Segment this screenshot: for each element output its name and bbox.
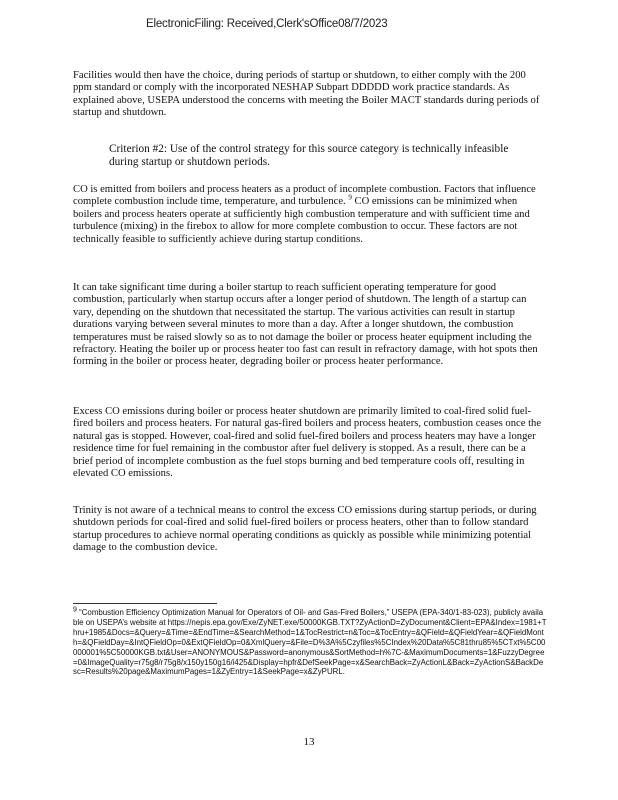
paragraph-facilities-choice: Facilities would then have the choice, during periods of startup or shutdown, to either comply with the 200 ppm standard or comply with the incorporated NESHAP Subpart DDDDD work practice standards. As explained above, USEPA understood the concerns with meeting the Boiler MACT standards during periods of startup and shutdown. bbox=[73, 70, 540, 119]
paragraph-co-emissions-text-2: CO emissions can be minimized when boilers and process heaters operate at sufficiently high combustion temperature and with sufficient time and turbulence (mixing) in the firebox to allow for more complete combustion to occur. These factors are not technically feasible to sufficiently achieve during startup conditions. bbox=[73, 196, 530, 245]
footnote-url-link[interactable]: https://nepis.epa.gov/Exe/ZyNET.exe/50000KGB.TXT?ZyActionD=ZyDocument&Client=EPA&Index=1981+Thru+1985&Docs=&Query=&Time=&EndTime=&SearchMethod=1&TocRestrict=n&Toc=&TocEntry=&QField=&QFieldYear=&QFieldMonth=&QFieldDay=&IntQFieldOp=0&ExtQFieldOp=0&XmlQuery=&File=D%3A%5Czyfiles%5CIndex%20Data%5C81thru85%5CTxt%5C00000001%5C50000KGB.txt&User=ANONYMOUS&Password=anonymous&SortMethod=h%7C-&MaximumDocuments=1&FuzzyDegree=0&ImageQuality=r75g8/r75g8/x150y150g16/i425&Display=hpfr&DefSeekPage=x&SearchBack=ZyActionL&Back=ZyActionS&BackDesc=Results%20page&MaximumPages=1&ZyEntry=1&SeekPage=x&ZyPURL. bbox=[73, 617, 547, 677]
footnote-divider bbox=[73, 603, 217, 604]
paragraph-trinity-conclusion: Trinity is not aware of a technical means to control the excess CO emissions during startup periods, or during shutdown periods for coal-fired and solid fuel-fired boilers or process heaters, other than to follow standard startup procedures to achieve normal operating conditions as quickly as possible while minimizing potential damage to the combustion device. bbox=[73, 505, 537, 554]
electronic-filing-stamp: ElectronicFiling: Received,Clerk'sOffice08/7/2023 bbox=[146, 18, 388, 30]
paragraph-co-emissions bbox=[73, 184, 545, 246]
criterion-2-heading: Criterion #2: Use of the control strategy for this source category is technically infeasible during startup or shutdown periods. bbox=[109, 143, 509, 168]
paragraph-startup-time: It can take significant time during a boiler startup to reach sufficient operating temperature for good combustion, particularly when startup occurs after a longer period of shutdown. The length of a startup can vary, depending on the shutdown that necessitated the startup. The various activities can result in startup durations varying between several minutes to more than a day. After a longer shutdown, the combustion temperatures must be raised slowly so as to not damage the boiler or process heater equipment including the refractory. Heating the boiler up or process heater too fast can result in refractory damage, with hot spots then forming in the boiler or process heater, degrading boiler or process heater performance. bbox=[73, 282, 538, 368]
paragraph-co-emissions-text-1: CO is emitted from boilers and process heaters as a product of incomplete combustion. Factors that influence complete combustion include time, temperature, and turbulence. bbox=[73, 184, 536, 208]
footnote-marker: 9 bbox=[73, 606, 77, 614]
footnote-9 bbox=[73, 608, 547, 677]
footnote-text: “Combustion Efficiency Optimization Manual for Operators of Oil- and Gas-Fired Boilers,” USEPA (EPA-340/1-83-023), publicly available on USEPA’s website at bbox=[73, 608, 544, 627]
footnote-reference-9[interactable]: 9 bbox=[348, 193, 352, 202]
page-number: 13 bbox=[303, 736, 315, 748]
paragraph-shutdown-emissions: Excess CO emissions during boiler or process heater shutdown are primarily limited to coal-fired solid fuel-fired boilers and process heaters. For natural gas-fired boilers and process heaters, combustion ceases once the natural gas is stopped. However, coal-fired and solid fuel-fired boilers and process heaters may have a longer residence time for fuel remaining in the combustor after fuel delivery is stopped. As a result, there can be a brief period of incomplete combustion as the fuel stops burning and bed temperature cools off, resulting in elevated CO emissions. bbox=[73, 406, 542, 480]
